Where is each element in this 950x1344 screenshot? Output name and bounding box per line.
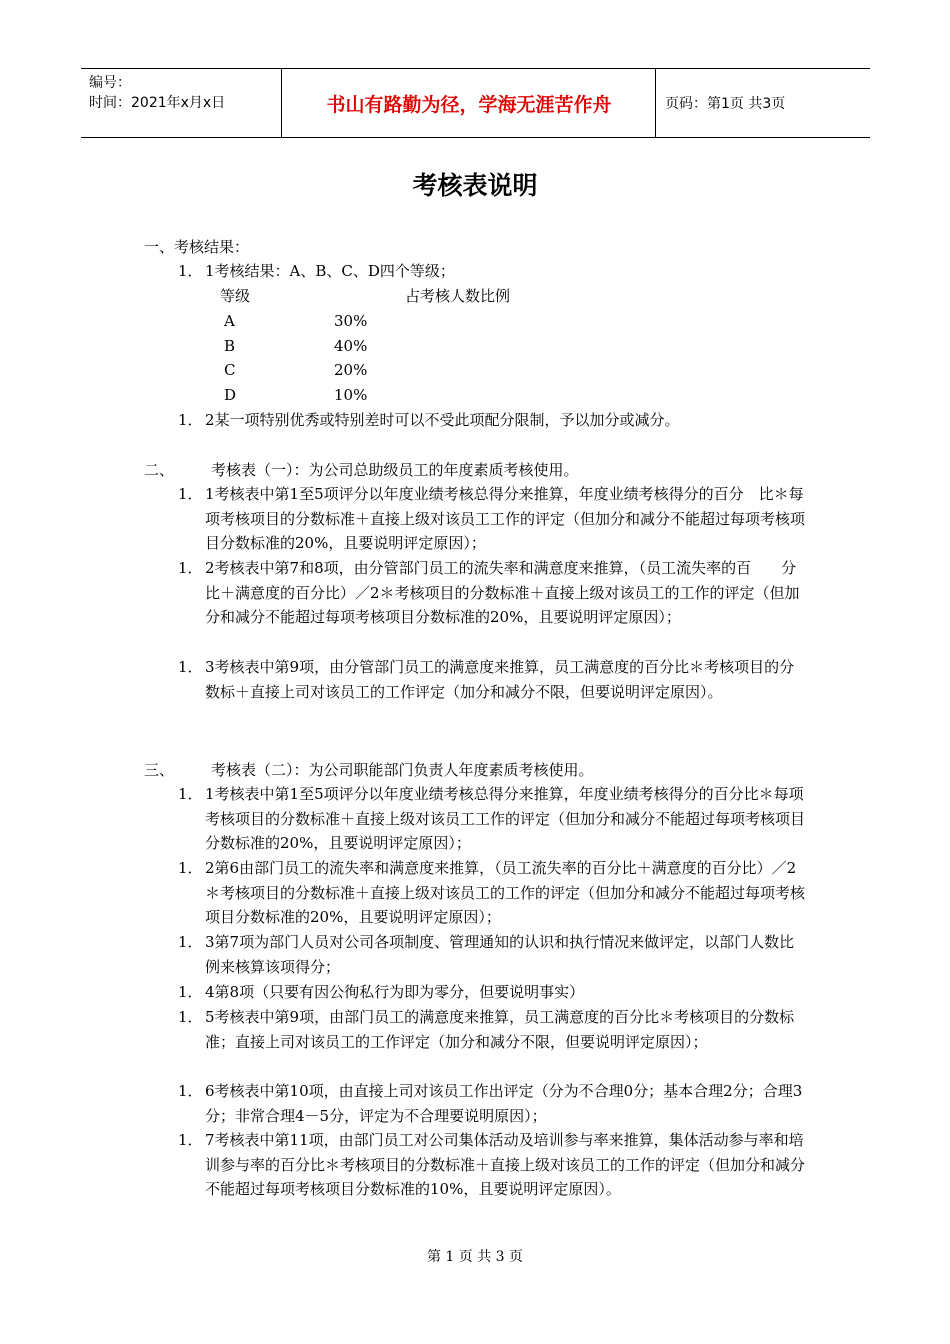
- section1-item-text: 2某一项特别优秀或特别差时可以不受此项配分限制，予以加分或减分。: [205, 411, 680, 429]
- ratio-cell: 10%: [334, 386, 368, 404]
- list-item-text: 5考核表中第9项，由部门员工的满意度来推算，员工满意度的百分比＊考核项目的分数标准；直接上司对该员工的工作评定（加分和减分不限，但要说明评定原因）；: [205, 1008, 795, 1051]
- grade-cell: B: [224, 337, 236, 355]
- ratio-cell: 30%: [334, 312, 368, 330]
- section3-marker: 三、: [144, 761, 175, 779]
- section1-item-number: 1．: [178, 262, 203, 280]
- grade-header: 等级: [220, 287, 251, 305]
- section3-heading: 考核表（二）：为公司职能部门负责人年度素质考核使用。: [211, 761, 594, 779]
- list-item-text: 1考核表中第1至5项评分以年度业绩考核总得分来推算，年度业绩考核得分的百分 比＊每项考核项目的分数标准＋直接上级对该员工工作的评定（但加分和减分不能超过每项考核项目分数标准的20%，且要说明评定原因）；: [205, 485, 806, 552]
- list-item-number: 1．: [178, 559, 203, 577]
- section1-heading: 一、考核结果：: [144, 238, 250, 256]
- number-label: 编号：: [89, 75, 131, 91]
- list-item-number: 1．: [178, 933, 203, 951]
- list-item-text: 7考核表中第11项，由部门员工对公司集体活动及培训参与率来推算，集体活动参与率和培训参与率的百分比＊考核项目的分数标准＋直接上级对该员工的工作的评定（但加分和减分不能超过每项考核项目分数标准的10%，且要说明评定原因）。: [205, 1131, 806, 1198]
- header-divider: [655, 69, 656, 137]
- ratio-cell: 40%: [334, 337, 368, 355]
- list-item-text: 2考核表中第7和8项，由分管部门员工的流失率和满意度来推算，（员工流失率的百 分比＋满意度的百分比）／2＊考核项目的分数标准＋直接上级对该员工的工作的评定（但加分和减分不能超过每项考核项目分数标准的20%，且要说明评定原因）；: [205, 559, 800, 626]
- document-title: 考核表说明: [412, 171, 538, 200]
- list-item-text: 3第7项为部门人员对公司各项制度、管理通知的认识和执行情况来做评定，以部门人数比例来核算该项得分；: [205, 933, 795, 976]
- grade-cell: A: [224, 312, 235, 330]
- list-item-text: 2第6由部门员工的流失率和满意度来推算，（员工流失率的百分比＋满意度的百分比）／2＊考核项目的分数标准＋直接上级对该员工的工作的评定（但加分和减分不能超过每项考核项目分数标准的20%，且要说明评定原因）；: [205, 859, 806, 926]
- list-item-number: 1．: [178, 1008, 203, 1026]
- header-motto: 书山有路勤为径，学海无涯苦作舟: [326, 93, 612, 116]
- ratio-header: 占考核人数比例: [405, 287, 511, 305]
- list-item-number: 1．: [178, 485, 203, 503]
- list-item-text: 1考核表中第1至5项评分以年度业绩考核总得分来推算，年度业绩考核得分的百分比＊每项考核项目的分数标准＋直接上级对该员工工作的评定（但加分和减分不能超过每项考核项目分数标准的20%，且要说明评定原因）；: [205, 785, 806, 852]
- list-item-text: 3考核表中第9项，由分管部门员工的满意度来推算，员工满意度的百分比＊考核项目的分数标＋直接上司对该员工的工作评定（加分和减分不限，但要说明评定原因）。: [205, 658, 795, 701]
- section2-heading: 考核表（一）：为公司总助级员工的年度素质考核使用。: [211, 461, 579, 479]
- section1-item-text: 1考核结果：A、B、C、D四个等级；: [205, 262, 455, 280]
- list-item-text: 4第8项（只要有因公徇私行为即为零分，但要说明事实）: [205, 983, 585, 1001]
- date-label: 时间：2021年x月x日: [89, 95, 226, 111]
- page-footer: 第 1 页 共 3 页: [426, 1249, 524, 1265]
- list-item-number: 1．: [178, 983, 203, 1001]
- list-item-text: 6考核表中第10项，由直接上司对该员工作出评定（分为不合理0分；基本合理2分；合理3分；非常合理4－5分，评定为不合理要说明原因）；: [205, 1082, 803, 1125]
- grade-cell: D: [224, 386, 237, 404]
- list-item-number: 1．: [178, 658, 203, 676]
- list-item-number: 1．: [178, 785, 203, 803]
- section1-item-number: 1．: [178, 411, 203, 429]
- header-meta: [89, 73, 225, 113]
- section2-marker: 二、: [144, 461, 175, 479]
- header-divider: [281, 69, 282, 137]
- list-item-number: 1．: [178, 1131, 203, 1149]
- ratio-cell: 20%: [334, 361, 368, 379]
- list-item-number: 1．: [178, 1082, 203, 1100]
- list-item-number: 1．: [178, 859, 203, 877]
- grade-cell: C: [224, 361, 236, 379]
- page-header: [81, 68, 870, 138]
- header-page-info: 页码：第1页 共3页: [665, 96, 786, 112]
